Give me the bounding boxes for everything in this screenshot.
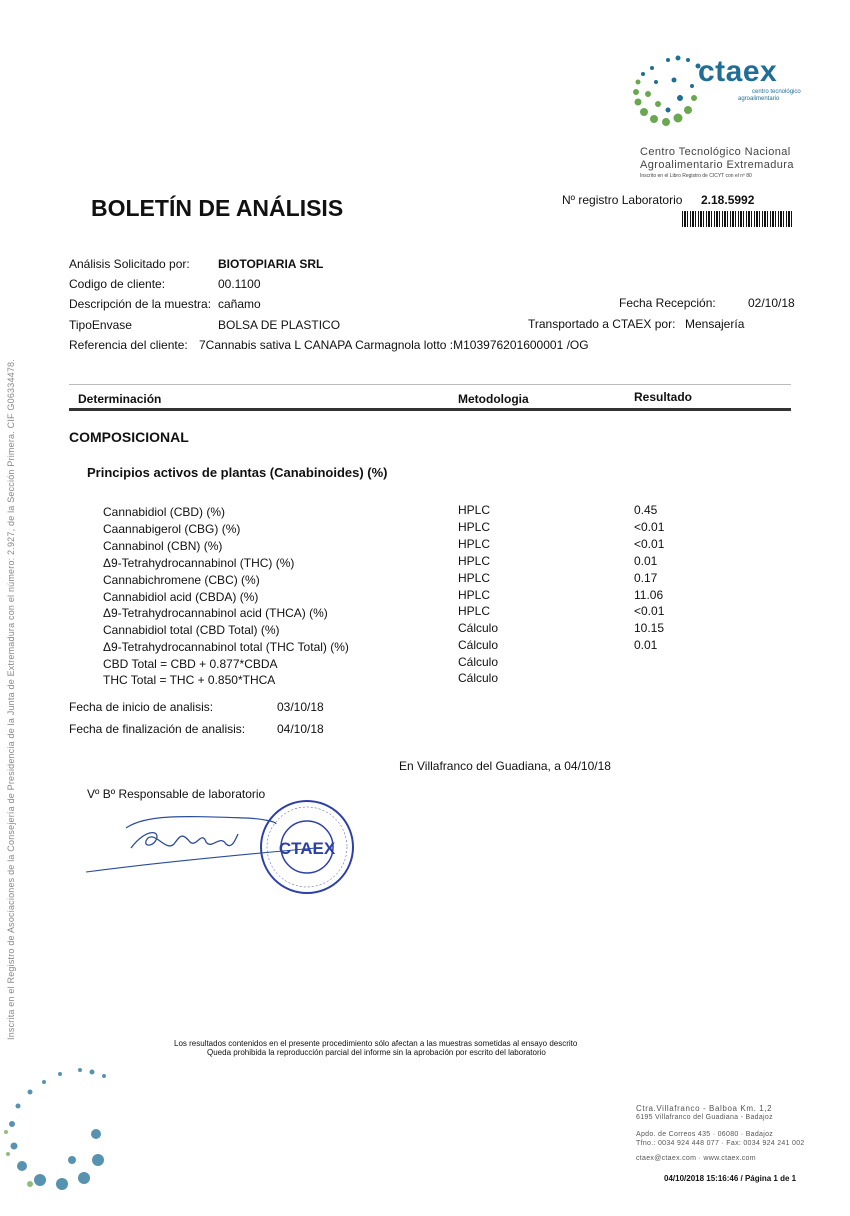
disclaimer-line-1: Los resultados contenidos en el presente procedimiento sólo afectan a las muestras sometidas al ensayo descrito (174, 1039, 578, 1048)
analyte-method: Cálculo (458, 621, 499, 635)
transport-value: Mensajería (685, 317, 745, 331)
client-code-label: Codigo de cliente: (69, 277, 166, 291)
signature-label: Vº Bº Responsable de laboratorio (87, 787, 266, 801)
analyte-name: Δ9-Tetrahydrocannabinol total (THC Total) (%) (103, 640, 349, 654)
document-title: BOLETÍN DE ANÁLISIS (91, 195, 344, 221)
analyte-name: Cannabichromene (CBC) (%) (103, 573, 260, 587)
address-line-4: Tfno.: 0034 924 448 077 · Fax: 0034 924 241 002 (636, 1140, 805, 1147)
sample-description-label: Descripción de la muestra: (69, 297, 212, 311)
analyte-result: 0.45 (634, 503, 658, 517)
formula-text: THC Total = THC + 0.850*THCA (103, 673, 276, 687)
analyte-result: 11.06 (634, 588, 664, 602)
analyte-name: Δ9-Tetrahydrocannabinol acid (THCA) (%) (103, 606, 328, 620)
reception-date-label: Fecha Recepción: (619, 296, 716, 310)
address-line-1: Ctra.Villafranco - Balboa Km. 1,2 (636, 1104, 773, 1113)
official-stamp (258, 798, 356, 896)
registry-number: 2.18.5992 (701, 193, 755, 207)
analyte-name: Cannabidiol acid (CBDA) (%) (103, 590, 259, 604)
analyte-name: Caannabigerol (CBG) (%) (103, 522, 241, 536)
analyte-name: Δ9-Tetrahydrocannabinol (THC) (%) (103, 556, 295, 570)
requested-by-label: Análisis Solicitado por: (69, 257, 190, 271)
container-type-label: TipoEnvase (69, 318, 132, 332)
analyte-result: <0.01 (634, 537, 665, 551)
formula-text: CBD Total = CBD + 0.877*CBDA (103, 657, 278, 671)
address-line-2: 6195 Villafranco del Guadiana - Badajoz (636, 1114, 773, 1121)
disclaimer-line-2: Queda prohibida la reproducción parcial del informe sin la aprobación por escrito del laboratorio (207, 1048, 546, 1057)
formula-method: Cálculo (458, 671, 499, 685)
analyte-result: 0.17 (634, 571, 658, 585)
section-heading: COMPOSICIONAL (69, 429, 189, 445)
client-code-value: 00.1100 (218, 277, 261, 291)
analyte-name: Cannabidiol (CBD) (%) (103, 505, 226, 519)
reception-date-value: 02/10/18 (748, 296, 795, 310)
contact-line: ctaex@ctaex.com · www.ctaex.com (636, 1155, 756, 1162)
stamp-seal-icon (258, 798, 356, 896)
analyte-method: HPLC (458, 571, 491, 585)
logo-subtitle-1: centro tecnológico (752, 89, 801, 95)
barcode (682, 211, 792, 227)
subsection-heading: Principios activos de plantas (Canabinoides) (%) (87, 465, 388, 480)
analyte-name: Cannabidiol total (CBD Total) (%) (103, 623, 280, 637)
container-type-value: BOLSA DE PLASTICO (218, 318, 341, 332)
analyte-method: HPLC (458, 604, 491, 618)
analyte-method: HPLC (458, 537, 491, 551)
requested-by-value: BIOTOPIARIA SRL (218, 257, 324, 271)
analyte-method: HPLC (458, 554, 491, 568)
transport-label: Transportado a CTAEX por: (528, 317, 676, 331)
analysis-end-label: Fecha de finalización de analisis: (69, 722, 246, 736)
analyte-name: Cannabinol (CBN) (%) (103, 539, 223, 553)
center-registration-note: Inscrito en el Libro Registro de CICYT con el nº 80 (640, 173, 752, 179)
client-reference-value: 7Cannabis sativa L CANAPA Carmagnola lotto :M103976201600001 /OG (199, 338, 589, 352)
center-name-line-2: Agroalimentario Extremadura (640, 159, 794, 171)
analysis-start-label: Fecha de inicio de analisis: (69, 700, 214, 714)
analyte-method: Cálculo (458, 638, 499, 652)
sample-description-value: cañamo (218, 297, 261, 311)
logo-wordmark: ctaex (698, 55, 778, 88)
table-top-rule (69, 384, 791, 385)
column-header-determination: Determinación (78, 392, 162, 406)
place-and-date: En Villafranco del Guadiana, a 04/10/18 (399, 759, 611, 773)
registry-label: Nº registro Laboratorio (562, 193, 683, 207)
analysis-end-value: 04/10/18 (277, 722, 324, 736)
analyte-result: <0.01 (634, 604, 665, 618)
analyte-result: <0.01 (634, 520, 665, 534)
decorative-dots-icon (0, 1062, 130, 1202)
analyte-result: 10.15 (634, 621, 665, 635)
analysis-start-value: 03/10/18 (277, 700, 324, 714)
analyte-method: HPLC (458, 588, 491, 602)
side-registration-note: Inscrita en el Registro de Asociaciones de la Consejería de Presidencia de la Junta de Extremadura con el número: 2.927, de la Sección Primera. CIF G06334478. (6, 359, 16, 1040)
timestamp-and-page: 04/10/2018 15:16:46 / Página 1 de 1 (664, 1174, 797, 1183)
analyte-result: 0.01 (634, 638, 658, 652)
column-header-result: Resultado (634, 390, 693, 404)
column-header-method: Metodologia (458, 392, 529, 406)
address-line-3: Apdo. de Correos 435 · 06080 · Badajoz (636, 1131, 774, 1138)
analyte-result: 0.01 (634, 554, 658, 568)
stamp-center-text: CTAEX (278, 839, 336, 858)
analyte-method: HPLC (458, 520, 491, 534)
formula-method: Cálculo (458, 655, 499, 669)
table-header-rule (69, 408, 791, 411)
analyte-method: HPLC (458, 503, 491, 517)
center-name-line-1: Centro Tecnológico Nacional (640, 146, 791, 158)
logo-subtitle-2: agroalimentario (738, 96, 780, 102)
client-reference-label: Referencia del cliente: (69, 338, 188, 352)
